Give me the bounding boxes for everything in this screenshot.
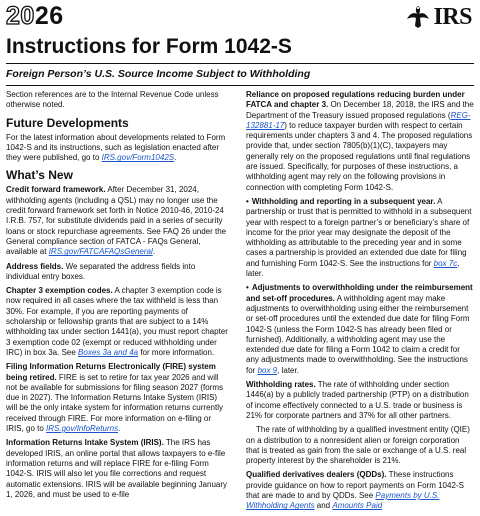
bullet1-after: , later. — [246, 258, 460, 279]
chapter3-title: Chapter 3 exemption codes. — [6, 286, 113, 296]
amounts-paid-link[interactable]: Amounts Paid — [332, 501, 383, 511]
fatca-faqs-link[interactable]: IRS.gov/FATCAFAQsGeneral — [48, 247, 153, 257]
reliance-title: Reliance on proposed regulations reducing burden under FATCA and chapter 3. — [246, 90, 465, 110]
bullet-subsequent-year — [246, 197, 474, 279]
fire-text: FIRE is set to retire for tax year 2026 and will not be available for submissions for filing season 2027 (forms due in 2027). The Information Returns Intake System (IRIS) will be the only intake system for information returns currently received through FIRE. For more information on e-filing or IRIS, go to — [6, 372, 223, 434]
fire-paragraph: Filing Information Returns Electronically (FIRE) system being retired. FIRE is set to retire for tax year 2026 and will not be available for submissions for filing season 2027 (forms due in 2027). The Information Returns Intake System (IRIS) will be the only intake system for information returns currently received through FIRE. For more information on e-filing or IRIS, go to IRS.gov/InfoReturns. — [6, 362, 223, 434]
left-column — [6, 90, 230, 504]
bullet1-title: Withholding and reporting in a subsequent year. — [251, 196, 436, 206]
address-fields-title: Address fields. — [6, 261, 64, 271]
bullet-icon: • — [246, 196, 249, 206]
withholding-rates-title: Withholding rates. — [246, 380, 316, 390]
box-7c-link[interactable]: box 7c — [433, 258, 458, 268]
address-fields-paragraph — [6, 262, 230, 283]
irs-logo — [405, 3, 472, 31]
intro-text: Section references are to the Internal Revenue Code unless otherwise noted. — [6, 90, 219, 110]
future-developments-heading: Future Developments — [6, 115, 129, 130]
document-title: Instructions for Form 1042-S — [6, 35, 292, 58]
iris-title: Information Returns Intake System (IRIS). — [6, 438, 164, 448]
fire-title: Filing Information Returns Electronically (FIRE) system being retired. — [6, 362, 216, 382]
subtitle-rule — [6, 85, 474, 86]
bullet-icon: • — [246, 283, 249, 293]
credit-forward-title: Credit forward framework. — [6, 185, 106, 195]
title-rule — [6, 63, 474, 64]
credit-forward-text: After December 31, 2024, withholding agents (including a QSL) may no longer use the credit forward framework set forth in Notice 2010-46, 2010-24 I.R.B. 757, for substitute dividends paid in a series of security loans or stock repurchase agreements. See FAQ 26 under the General compliance section of FATCA - FAQs General, available at — [6, 185, 227, 257]
tax-year — [6, 1, 64, 31]
bullet2-after: , later. — [277, 365, 299, 375]
reliance-text-2: ) to reduce taxpayer burden with respect to certain requirements under chapters 3 and 4. The proposed regulations provide that, under section 7805(b)(1)(C), taxpayers may generally rely on the proposed regulations until final regulations are issued. Specifically, for purposes of these instructions, a withholding agent may rely on the following provisions in connection with completing Form 1042-S. — [246, 120, 473, 192]
withholding-rates-text: The rate of withholding under section 1446(a) by a publicly traded partnership (PTP) on a distribution of income effectively connected to a U.S. trade or business is 21% for corporate partners and 37% for all other partners. — [246, 380, 469, 420]
iris-paragraph — [6, 438, 230, 500]
inforeturns-link[interactable]: IRS.gov/InfoReturns — [46, 424, 119, 434]
qdd-and: and — [314, 501, 333, 511]
reg-link[interactable]: REG-132881-17 — [246, 110, 471, 130]
eagle-icon — [405, 4, 431, 30]
whats-new-heading: What’s New — [6, 168, 73, 183]
irs-logo-text: IRS — [433, 3, 472, 30]
tax-year-outline: 20 — [6, 2, 35, 30]
bullet2-title: Adjustments to overwithholding under the reimbursement and set-off procedures. — [246, 283, 473, 303]
bullet2-text: A withholding agent may make adjustments to overwithholding using either the reimbursement or set-off procedures until the extended due date for filing Form 1042-S (unless the Form 1042-S has already been filed or furnished). Additionally, a withholding agent may use the extended due date for filing a Form 1042 to claim a credit for any adjustments made to overwithholding. See the instructions for — [246, 293, 470, 375]
document-subtitle: Foreign Person’s U.S. Source Income Subject to Withholding — [6, 68, 311, 80]
right-column — [246, 90, 474, 516]
credit-forward-paragraph: Credit forward framework. After December 31, 2024, withholding agents (including a QSL) may no longer use the credit forward framework set forth in Notice 2010-46, 2010-24 I.R.B. 757, for substitute dividends paid in a series of security loans or stock repurchase agreements. See FAQ 26 under the General compliance section of FATCA - FAQs General, available at IRS.gov/FATCAFAQsGeneral. — [6, 185, 227, 257]
reliance-text-1: On December 18, 2018, the IRS and the Department of the Treasury issued proposed regulations ( — [246, 100, 474, 120]
box-9-link[interactable]: box 9 — [257, 365, 278, 375]
bullet1-text: A partnership or trust that is permitted to withhold in a subsequent year with respect to a foreign partner’s or beneficiary’s share of income for the prior year may designate the deposit of the withholding as attributable to the preceding year and in some cases a partnership is provided an extended due date for filing and furnishing Form 1042-S. See the instructions for — [246, 196, 472, 268]
reliance-paragraph — [246, 90, 474, 193]
form1042s-link[interactable]: IRS.gov/Form1042S — [101, 153, 175, 163]
qie-paragraph: The rate of withholding by a qualified investment entity (QIE) on a distribution to a nonresident alien or foreign corporation that is treated as gain from the sale or exchange of a U.S. real property interest by the shareholder is 21%. — [246, 425, 470, 466]
tax-year-solid: 26 — [34, 2, 64, 30]
iris-text: The IRS has developed IRIS, an online portal that allows taxpayers to e-file information returns and will replace FIRE for e-filing Form 1042-S. IRIS will also let you file corrections and request automatic extensions. IRIS will be available beginning January 1, 2026, and must be used to e-file — [6, 438, 228, 499]
address-fields-text: We separated the address fields into individual entry boxes. — [6, 261, 196, 281]
boxes-3a-4a-link[interactable]: Boxes 3a and 4a — [78, 347, 139, 357]
chapter3-text: A chapter 3 exemption code is now required in all cases where the tax withheld is less than 30%. For example, if you are reporting payments of scholarship or fellowship grants that are subject to a 14% withholding tax under section 1441(a), you must report chapter 3 exemption code 02 (exempt or reduced withholding under IRC) in box 3a. See — [6, 286, 228, 357]
future-developments-paragraph: For the latest information about developments related to Form 1042-S and its instructions, such as legislation enacted after they were published, go to IRS.gov/Form1042S. — [6, 132, 226, 163]
qdd-title: Qualified derivatives dealers (QDDs). — [246, 470, 387, 480]
bullet-overwithholding — [246, 283, 474, 376]
chapter3-paragraph — [6, 286, 230, 358]
payments-by-us-withholding-agents-link[interactable]: Payments by U.S. Withholding Agents — [246, 490, 440, 511]
qdd-text: These instructions provide guidance on how to report payments on Form 1042-S that are made to and by QDDs. See — [246, 470, 464, 500]
withholding-rates-paragraph — [246, 380, 474, 421]
chapter3-after: for more information. — [138, 347, 215, 357]
future-developments-text: For the latest information about developments related to Form 1042-S and its instructions, such as legislation enacted after they were published, go to — [6, 132, 226, 163]
qdd-paragraph — [246, 470, 474, 511]
